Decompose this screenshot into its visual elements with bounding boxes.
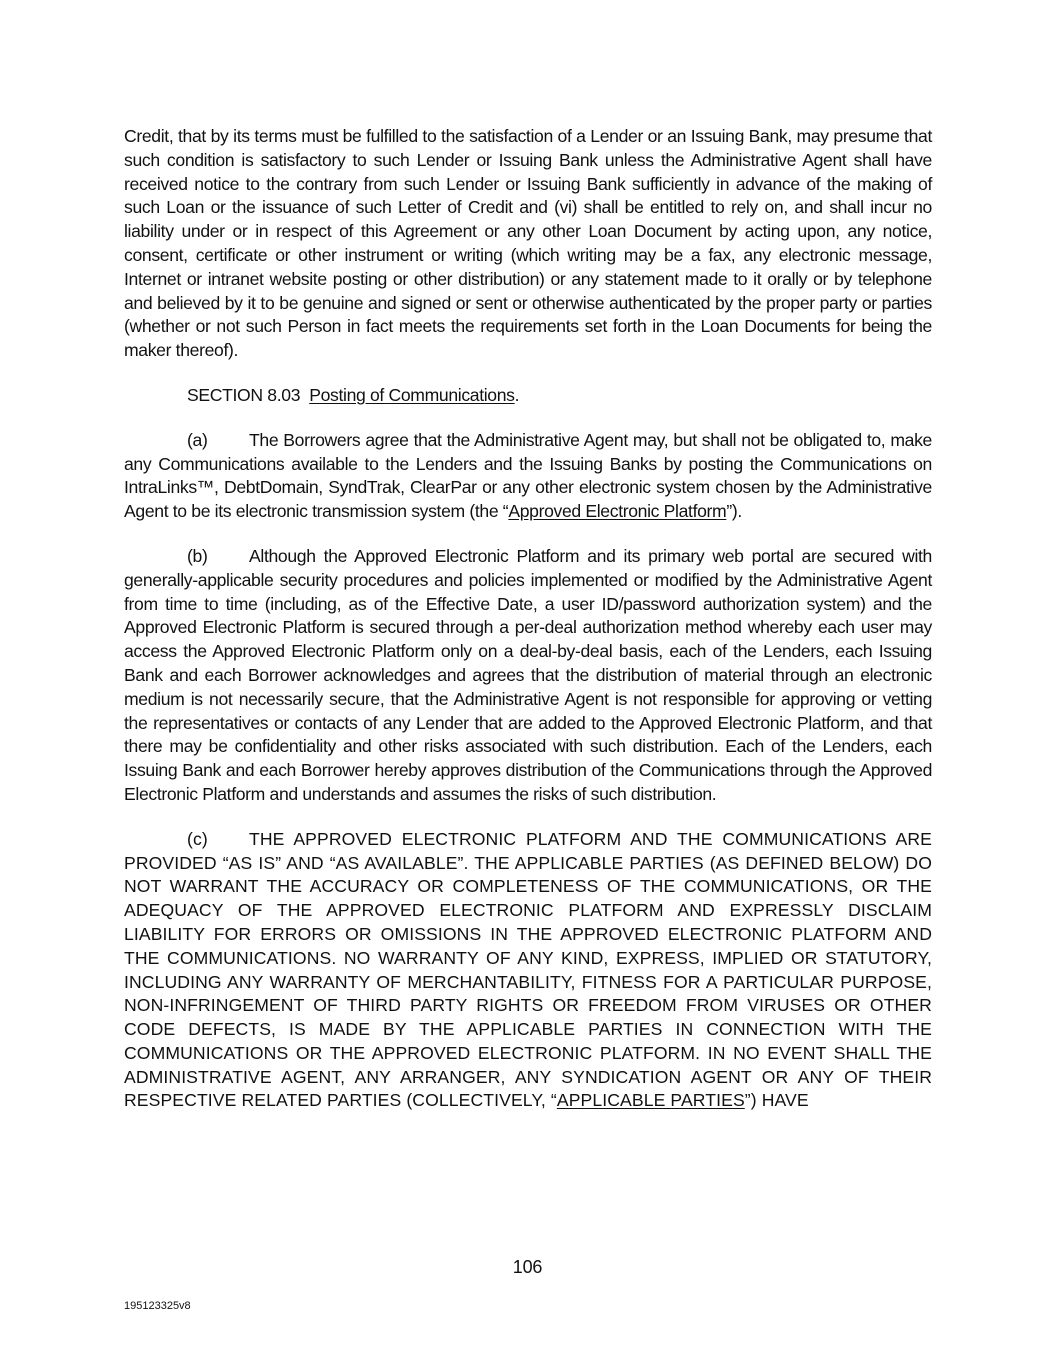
document-body: [124, 125, 932, 1134]
continued-paragraph: Credit, that by its terms must be fulfilled to the satisfaction of a Lender or an Issuing Bank, may presume that such condition is satisfactory to such Lender or Issuing Bank unless the Administrative Agent shall have received notice to the contrary from such Lender or Issuing Bank sufficiently in advance of the making of such Loan or the issuance of such Letter of Credit and (vi) shall be entitled to rely on, and shall incur no liability under or in respect of this Agreement or any other Loan Document by acting upon, any notice, consent, certificate or other instrument or writing (which writing may be a fax, any electronic message, Internet or intranet website posting or other distribution) or any statement made to it orally or by telephone and believed by it to be genuine and signed or sent or otherwise authenticated by the proper party or parties (whether or not such Person in fact meets the requirements set forth in the Loan Documents for being the maker thereof).: [124, 126, 932, 361]
defined-term-applicable-parties: APPLICABLE PARTIES: [556, 1090, 745, 1111]
paragraph-b-label: (b): [187, 545, 208, 566]
paragraph-a-text-end: ”).: [726, 501, 742, 522]
section-title-period: .: [514, 384, 520, 405]
page-number: 106: [512, 1257, 543, 1277]
paragraph-a-text: The Borrowers agree that the Administrative Agent may, but shall not be obligated to, make any Communications available to the Lenders and the Issuing Banks by posting the Communications on IntraLinks™, DebtDomain, SyndTrak, ClearPar or any other electronic system chosen by the Administrative Agent to be its electronic transmission system (the “: [124, 429, 932, 522]
paragraph-a-label: (a): [187, 429, 208, 450]
document-id: 195123325v8: [124, 1300, 191, 1312]
paragraph-c-text-end: ”) HAVE: [744, 1090, 809, 1111]
paragraph-b: [124, 545, 932, 807]
section-number: SECTION 8.03: [187, 384, 301, 405]
paragraph-c-text: THE APPROVED ELECTRONIC PLATFORM AND THE COMMUNICATIONS ARE PROVIDED “AS IS” AND “AS AVAILABLE”. THE APPLICABLE PARTIES (AS DEFINED BELOW) DO NOT WARRANT THE ACCURACY OR COMPLETENESS OF THE COMMUNICATIONS, OR THE ADEQUACY OF THE APPROVED ELECTRONIC PLATFORM AND EXPRESSLY DISCLAIM LIABILITY FOR ERRORS OR OMISSIONS IN THE APPROVED ELECTRONIC PLATFORM AND THE COMMUNICATIONS. NO WARRANTY OF ANY KIND, EXPRESS, IMPLIED OR STATUTORY, INCLUDING ANY WARRANTY OF MERCHANTABILITY, FITNESS FOR A PARTICULAR PURPOSE, NON-INFRINGEMENT OF THIRD PARTY RIGHTS OR FREEDOM FROM VIRUSES OR OTHER CODE DEFECTS, IS MADE BY THE APPLICABLE PARTIES IN CONNECTION WITH THE COMMUNICATIONS OR THE APPROVED ELECTRONIC PLATFORM. IN NO EVENT SHALL THE ADMINISTRATIVE AGENT, ANY ARRANGER, ANY SYNDICATION AGENT OR ANY OF THEIR RESPECTIVE RELATED PARTIES (COLLECTIVELY, “: [124, 828, 932, 1111]
defined-term-approved-electronic-platform: Approved Electronic Platform: [508, 501, 727, 522]
paragraph-c-label: (c): [187, 828, 208, 849]
paragraph-c: [124, 828, 932, 1114]
paragraph-b-text: Although the Approved Electronic Platform and its primary web portal are secured with generally-applicable security procedures and policies implemented or modified by the Administrative Agent from time to time (including, as of the Effective Date, a user ID/password authorization system) and the Approved Electronic Platform is secured through a per-deal authorization method whereby each user may access the Approved Electronic Platform only on a deal-by-deal basis, each of the Lenders, each Issuing Bank and each Borrower acknowledges and agrees that the distribution of material through an electronic medium is not necessarily secure, that the Administrative Agent is not responsible for approving or vetting the representatives or contacts of any Lender that are added to the Approved Electronic Platform, and that there may be confidentiality and other risks associated with such distribution. Each of the Lenders, each Issuing Bank and each Borrower hereby approves distribution of the Communications through the Approved Electronic Platform and understands and assumes the risks of such distribution.: [124, 545, 932, 804]
paragraph-a: [124, 429, 932, 524]
section-heading: [124, 384, 932, 408]
section-title: Posting of Communications: [309, 384, 515, 405]
